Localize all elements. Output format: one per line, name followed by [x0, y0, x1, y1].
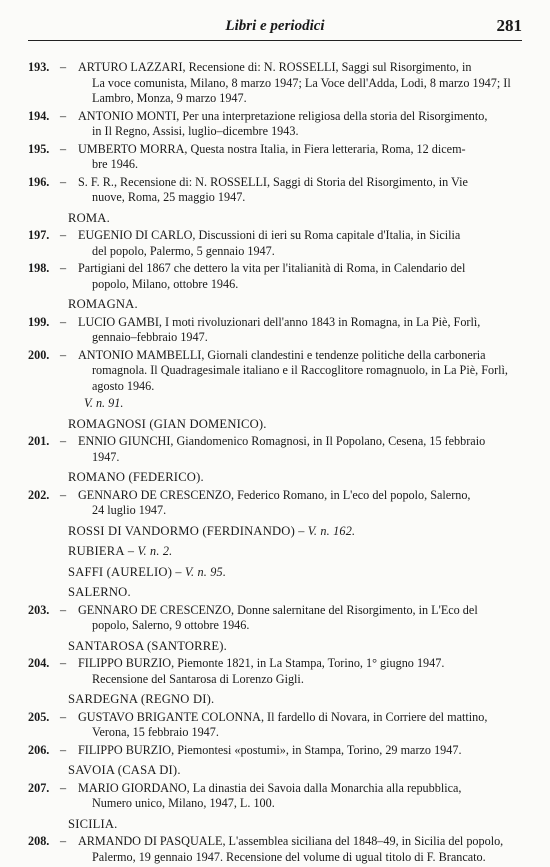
entry-continuation: Numero unico, Milano, 1947, L. 100.: [92, 796, 275, 810]
bibliography-entry: [28, 656, 522, 687]
entry-dash: –: [60, 656, 67, 670]
cross-reference: – V. n. 2.: [124, 544, 173, 558]
section-heading: ROMAGNOSI (GIAN DOMENICO).: [68, 416, 267, 431]
section-heading: ROMA.: [68, 210, 110, 225]
entry-text: S. F. R., Recensione di: N. ROSSELLI, Saggi di Storia del Risorgimento, in Vie: [78, 174, 468, 189]
cross-reference: – V. n. 162.: [295, 523, 356, 538]
entry-dash: –: [60, 261, 67, 275]
header-rule: [28, 40, 522, 41]
page-number: 281: [496, 16, 522, 35]
cross-reference: – V. n. 95.: [172, 564, 227, 579]
entry-dash: –: [60, 742, 67, 757]
entry-continuation: in Il Regno, Assisi, luglio–dicembre 1943.: [92, 124, 299, 138]
entry-text: ENNIO GIUNCHI, Giandomenico Romagnosi, in Il Popolano, Cesena, 15 febbraio: [78, 434, 486, 448]
entry-text: EUGENIO DI CARLO, Discussioni di ieri su Roma capitale d'Italia, in Sicilia: [78, 228, 461, 242]
entry-dash: –: [60, 174, 67, 189]
section-heading: RUBIERA – V. n. 2.: [68, 544, 173, 558]
page-header: [28, 14, 522, 38]
bibliography-entry: [28, 488, 522, 519]
entry-continuation: popolo, Milano, ottobre 1946.: [92, 276, 239, 291]
entry-number: 196.: [28, 174, 50, 189]
bibliography-entry: [28, 60, 522, 107]
bibliography-entry: [28, 315, 522, 346]
section-heading: SALERNO.: [68, 585, 131, 599]
entry-continuation: Recensione del Santarosa di Lorenzo Gigli.: [92, 671, 304, 686]
entry-dash: –: [60, 709, 67, 724]
entry-text: ANTONIO MAMBELLI, Giornali clandestini e tendenze politiche della carboneria: [78, 347, 486, 362]
entry-dash: –: [60, 487, 67, 502]
bibliography-entry: [28, 142, 522, 173]
entry-text: GUSTAVO BRIGANTE COLONNA, Il fardello di Novara, in Corriere del mattino,: [78, 709, 488, 724]
entry-text: GENNARO DE CRESCENZO, Donne salernitane del Risorgimento, in L'Eco del: [78, 602, 478, 617]
entry-dash: –: [60, 60, 67, 74]
entry-text: MARIO GIORDANO, La dinastia dei Savoia dalla Monarchia alla repubblica,: [78, 780, 462, 795]
entry-number: 208.: [28, 834, 50, 848]
entry-dash: –: [60, 834, 67, 848]
section-heading: SANTAROSA (SANTORRE).: [68, 638, 228, 653]
entry-dash: –: [60, 141, 67, 156]
entry-text: ANTONIO MONTI, Per una interpretazione religiosa della storia del Risorgimento,: [78, 108, 488, 123]
entry-dash: –: [60, 347, 67, 362]
entry-text: ARTURO LAZZARI, Recensione di: N. ROSSELLI, Saggi sul Risorgimento, in: [78, 60, 472, 74]
entry-number: 194.: [28, 108, 50, 123]
entry-number: 198.: [28, 261, 50, 275]
entry-text: FILIPPO BURZIO, Piemontesi «postumi», in Stampa, Torino, 29 marzo 1947.: [78, 742, 462, 757]
entry-text: GENNARO DE CRESCENZO, Federico Romano, in L'eco del popolo, Salerno,: [78, 487, 471, 502]
entry-number: 201.: [28, 434, 50, 448]
entry-continuation: popolo, Salerno, 9 ottobre 1946.: [92, 618, 250, 632]
section-heading: SAFFI (AURELIO) – V. n. 95.: [68, 564, 227, 579]
entry-number: 202.: [28, 487, 50, 502]
cross-reference: V. n. 91.: [84, 396, 124, 410]
entry-number: 200.: [28, 347, 50, 362]
bibliography-entry: [28, 228, 522, 259]
bibliography-entry: [28, 348, 522, 395]
bibliography-entry: [28, 109, 522, 140]
section-heading: ROMANO (FEDERICO).: [68, 470, 204, 484]
entry-number: 207.: [28, 780, 50, 795]
bibliography-entry: [28, 261, 522, 292]
entry-number: 199.: [28, 314, 50, 329]
bibliography-list: [28, 60, 522, 867]
entry-continuation: gennaio–febbraio 1947.: [92, 330, 208, 344]
entry-continuation: bre 1946.: [92, 157, 139, 171]
section-heading: SARDEGNA (REGNO DI).: [68, 692, 215, 706]
entry-number: 205.: [28, 709, 50, 724]
entry-number: 197.: [28, 228, 50, 242]
section-heading: SICILIA.: [68, 816, 118, 831]
bibliography-entry: [28, 743, 522, 759]
entry-dash: –: [60, 228, 67, 242]
entry-dash: –: [60, 780, 67, 795]
entry-continuation: nuove, Roma, 25 maggio 1947.: [92, 190, 246, 204]
entry-continuation: La voce comunista, Milano, 8 marzo 1947; La Voce dell'Adda, Lodi, 8 marzo 1947; Il Lambro, Monza, 9 marzo 1947.: [92, 75, 511, 105]
entry-dash: –: [60, 314, 67, 329]
entry-continuation: Palermo, 19 gennaio 1947. Recensione del volume di ugual titolo di F. Brancato.: [92, 849, 486, 864]
entry-continuation: romagnola. Il Quadragesimale italiano e il Raccoglitore romagnuolo, in La Piè, Forlì, agosto 1946.: [92, 363, 508, 393]
entry-continuation: Verona, 15 febbraio 1947.: [92, 725, 219, 739]
bibliography-entry: [28, 710, 522, 741]
entry-text: LUCIO GAMBI, I moti rivoluzionari dell'anno 1843 in Romagna, in La Piè, Forlì,: [78, 314, 481, 329]
entry-text: UMBERTO MORRA, Questa nostra Italia, in Fiera letteraria, Roma, 12 dicem-: [78, 141, 466, 156]
bibliography-entry: [28, 781, 522, 812]
entry-number: 195.: [28, 141, 50, 156]
bibliography-entry: [28, 175, 522, 206]
section-heading: ROMAGNA.: [68, 297, 138, 311]
entry-continuation: del popolo, Palermo, 5 gennaio 1947.: [92, 243, 275, 258]
entry-number: 206.: [28, 742, 50, 757]
entry-continuation: 24 luglio 1947.: [92, 503, 167, 517]
entry-dash: –: [60, 602, 67, 617]
entry-number: 204.: [28, 656, 50, 670]
bibliography-entry: [28, 603, 522, 634]
entry-dash: –: [60, 108, 67, 123]
running-title: Libri e periodici: [225, 18, 325, 34]
section-heading: SAVOIA (CASA DI).: [68, 763, 181, 777]
entry-continuation: 1947.: [92, 449, 120, 464]
bibliography-entry: [28, 434, 522, 465]
entry-text: ARMANDO DI PASQUALE, L'assemblea siciliana del 1848–49, in Sicilia del popolo,: [78, 834, 504, 848]
entry-dash: –: [60, 434, 67, 448]
entry-number: 193.: [28, 60, 50, 74]
entry-text: Partigiani del 1867 che dettero la vita per l'italianità di Roma, in Calendario del: [78, 261, 466, 275]
entry-text: FILIPPO BURZIO, Piemonte 1821, in La Stampa, Torino, 1° giugno 1947.: [78, 656, 445, 670]
bibliography-entry: [28, 834, 522, 865]
entry-number: 203.: [28, 602, 50, 617]
section-heading: ROSSI DI VANDORMO (FERDINANDO) – V. n. 162.: [68, 523, 356, 538]
